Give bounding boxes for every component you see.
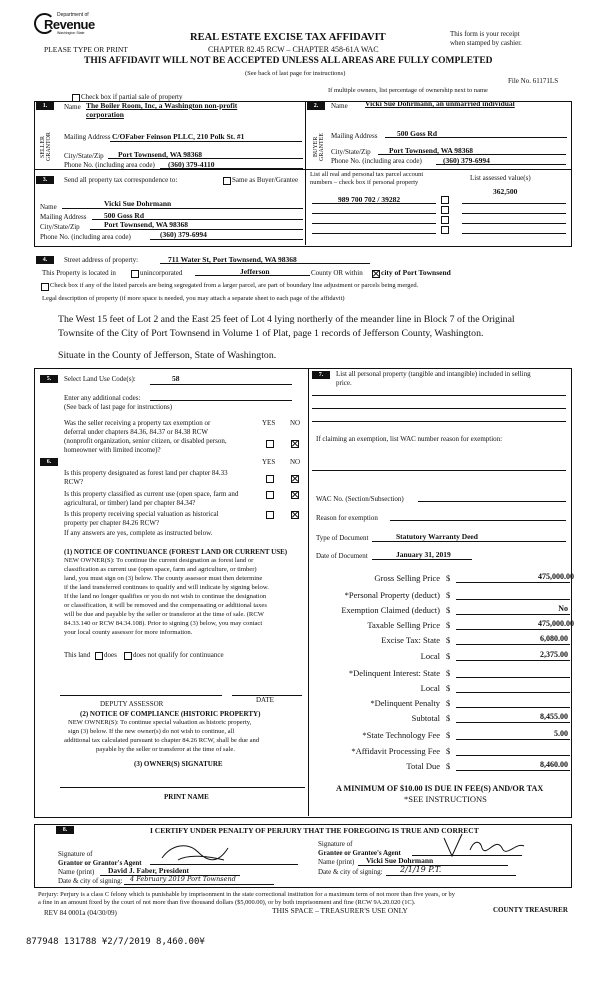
buyer-phone[interactable]: (360) 379-6994 [443,156,490,165]
section-8-badge: 8. [56,826,74,834]
grantor-agent-label: Grantor or Grantor's Agent [58,859,142,867]
fin-label: Excise Tax: State [381,635,440,645]
section-1-badge: 1. [36,102,54,110]
forest-yes-checkbox[interactable] [266,475,274,483]
fin-label: Taxable Selling Price [367,620,440,630]
grantor-date-city[interactable]: 4 February 2019 Port Townsend [130,875,236,883]
yes-answer-note: If any answers are yes, complete as instructed below. [64,529,213,537]
continuance-text-9: your local county assessor for more information. [64,629,193,636]
receipt-note-2: when stamped by cashier. [450,39,522,47]
fin-label: *Personal Property (deduct) [344,590,440,600]
see-back-note: (See back of last page for instructions) [245,70,346,77]
fin-label: Gross Selling Price [374,573,440,583]
forest-land-question-2: RCW? [64,478,84,486]
land-use-label: Select Land Use Code(s): [64,375,136,383]
buyer-name-label: Name [331,102,348,110]
additional-codes-label: Enter any additional codes: [64,394,141,402]
exemption-question-2: deferral under chapters 84.36, 84.37 or 84.38 RCW [64,428,209,436]
buyer-mailing[interactable]: 500 Goss Rd [397,129,438,138]
grantee-signature[interactable] [440,830,530,864]
s6-no: NO [290,458,301,466]
current-use-question: Is this property classified as current use (open space, farm and [64,490,239,498]
county-suffix: County OR within [311,269,363,277]
parcel-personal-checkbox[interactable] [441,196,449,204]
deputy-assessor-label: DEPUTY ASSESSOR [100,700,164,708]
continuance-text-4: if the land transferred continues to qualify and will indicate by signing below. [64,584,269,591]
does-not-label: does not qualify for continuance [133,651,224,659]
currency-symbol: $ [446,683,451,693]
section-6-badge: 6. [40,458,58,466]
section-7-badge: 7. [312,371,330,379]
compliance-title: (2) NOTICE OF COMPLIANCE (HISTORIC PROPERTY) [80,710,261,718]
logo-state: Washington State [57,31,85,35]
same-as-buyer-checkbox[interactable] [223,177,231,185]
fin-value[interactable]: No [558,604,568,613]
wac-label: WAC No. (Section/Subsection) [316,495,404,503]
fin-label: Exemption Claimed (deduct) [341,605,440,615]
land-qualify-prefix: This land [64,651,91,659]
currency-symbol: $ [446,635,451,645]
assessed-header: List assessed value(s) [470,174,531,182]
sec3-name[interactable]: Vicki Sue Dohrmann [104,199,172,208]
grantee-agent-label: Grantee or Grantee's Agent [318,849,401,857]
buyer-side-label: BUYER GRANTEE [313,133,325,161]
sec3-phone[interactable]: (360) 379-6994 [160,230,207,239]
county-name[interactable]: Jefferson [240,267,270,276]
currency-symbol: $ [446,668,451,678]
fin-value[interactable]: 6,080.00 [540,634,568,643]
continuance-text-2: classification as current use (open space, farm and agriculture, or timber) [64,566,257,573]
currency-symbol: $ [446,590,451,600]
parcel-number[interactable]: 989 700 702 / 39282 [338,195,401,204]
doc-type[interactable]: Statutory Warranty Deed [396,532,478,541]
buyer-city[interactable]: Port Townsend, WA 98368 [389,146,474,155]
does-not-qualify-checkbox[interactable] [124,652,132,660]
buyer-name[interactable]: Vicki Sue Dohrmann, an unmarried individual [365,99,515,108]
segregated-checkbox[interactable] [41,283,49,291]
seller-name-cont[interactable]: corporation [86,110,124,119]
treasurer-use-label: THIS SPACE – TREASURER'S USE ONLY [272,906,408,915]
seller-phone-label: Phone No. (including area code) [64,161,155,169]
grantee-sig-label: Signature of [318,840,353,848]
grantor-print-name[interactable]: David J. Faber, President [108,866,190,875]
seller-mailing-label: Mailing Address [64,133,111,141]
exemption-no-checkbox[interactable] [291,440,299,448]
doc-date[interactable]: January 31, 2019 [396,550,451,559]
sec3-phone-label: Phone No. (including area code) [40,233,131,241]
currency-symbol: $ [446,698,451,708]
form-chapter: CHAPTER 82.45 RCW – CHAPTER 458-61A WAC [208,45,379,54]
continuance-text-5: If the land no longer qualifies or you do not wish to continue the designation [64,593,267,600]
sec3-city-label: City/State/Zip [40,223,80,231]
seller-city-label: City/State/Zip [64,152,104,160]
receipt-note: This form is your receipt [450,30,520,38]
section-2-badge: 2. [307,102,325,110]
please-type: PLEASE TYPE OR PRINT [44,45,128,54]
segregated-label: Check box if any of the listed parcels are being segregated from a larger parcel, are part of boundary line adjustment or parcels being merged. [50,282,419,289]
within-city-checkbox[interactable] [372,270,380,278]
fin-label: *Delinquent Interest: State [348,668,440,678]
date-label: DATE [256,696,274,704]
fin-label: Local [420,683,440,693]
continuance-text-8: 84.33.140 or RCW 84.34.108). Prior to signing (3) below, you may contact [64,620,263,627]
form-warning: THIS AFFIDAVIT WILL NOT BE ACCEPTED UNLESS ALL AREAS ARE FULLY COMPLETED [84,56,493,66]
fin-value[interactable]: 2,375.00 [540,650,568,659]
send-correspondence-label: Send all property tax correspondence to: [64,176,178,184]
grantor-date-label: Date & city of signing: [58,877,123,885]
buyer-phone-label: Phone No. (including area code) [331,157,422,165]
seller-city[interactable]: Port Townsend, WA 98368 [118,150,203,159]
continuance-title: (1) NOTICE OF CONTINUANCE (FOREST LAND OR CURRENT USE) [64,548,288,556]
unincorporated-label: unincorporated [140,269,183,277]
exemption-yes-checkbox[interactable] [266,440,274,448]
historic-yes-checkbox[interactable] [266,511,274,519]
parcel-header-2: numbers – check box if personal property [310,179,419,186]
does-qualify-checkbox[interactable] [95,652,103,660]
perjury-notice-2: a fine in an amount fixed by the court of not more than five thousand dollars ($5,000.00), or by both imprisonment and fine (RCW 9A.20.020 (1C). [38,899,416,906]
grantee-print-name[interactable]: Vicki Sue Dohrmann [366,856,434,865]
reason-label: Reason for exemption [316,514,378,522]
buyer-city-label: City/State/Zip [331,148,371,156]
s5-no: NO [290,419,301,427]
fin-label: *State Technology Fee [362,730,440,740]
land-use-code[interactable]: 58 [172,374,180,383]
county-treasurer-label: COUNTY TREASURER [493,906,568,914]
seller-mailing[interactable]: C/OFaber Feinson PLLC, 210 Polk St. #1 [112,132,245,141]
unincorporated-checkbox[interactable] [131,270,139,278]
currency-symbol: $ [446,746,451,756]
parcel-checkbox-3[interactable] [441,216,449,224]
current-use-yes-checkbox[interactable] [266,491,274,499]
grantee-print-label: Name (print) [318,858,355,866]
continuance-text-7: will be due and payable by the seller or transferor at the time of sale. (RCW [64,611,264,618]
certify-statement: I CERTIFY UNDER PENALTY OF PERJURY THAT THE FOREGOING IS TRUE AND CORRECT [150,826,479,835]
currency-symbol: $ [446,573,451,583]
s5-yes: YES [262,419,276,427]
see-instructions: *SEE INSTRUCTIONS [404,794,487,804]
exemption-question-3: (nonprofit organization, senior citizen, or disabled person, [64,437,227,445]
fin-label: Local [420,651,440,661]
print-name-label: PRINT NAME [164,793,209,801]
currency-symbol: $ [446,730,451,740]
perjury-notice: Perjury: Perjury is a class C felony which is punishable by imprisonment in the state correctional institution for a maximum term of not more than five years, or by [38,891,455,898]
cashier-receipt-stamp: 877948 131788 ¥2/7/2019 8,460.00¥ [26,937,205,947]
currency-symbol: $ [446,620,451,630]
historic-no-checkbox[interactable] [291,511,299,519]
sec3-city[interactable]: Port Townsend, WA 98368 [104,220,189,229]
exemption-question: Was the seller receiving a property tax exemption or [64,419,211,427]
multiple-owners-note: If multiple owners, list percentage of ownership next to name [328,87,488,94]
compliance-text-3: additional tax calculated pursuant to chapter 84.26 RCW, shall be due and [64,737,260,744]
fin-value[interactable]: 8,460.00 [540,760,568,769]
form-revision: REV 84 0001a (04/30/09) [44,909,117,917]
grantee-date-label: Date & city of signing: [318,868,383,876]
currency-symbol: $ [446,713,451,723]
doc-type-label: Type of Document [316,534,369,542]
parcel-header: List all real and personal tax parcel account [310,171,424,178]
minimum-due-notice: A MINIMUM OF $10.00 IS DUE IN FEE(S) AND/OR TAX [336,784,544,793]
file-number: File No. 61171LS [508,77,559,85]
fin-label: Subtotal [411,713,440,723]
parcel-checkbox-2[interactable] [441,206,449,214]
located-prefix: This Property is located in [42,269,116,277]
section-3-badge: 3. [36,176,54,184]
continuance-text-6: or classification, it will be removed and the compensating or additional taxes [64,602,267,609]
grantor-signature[interactable] [158,838,238,868]
additional-codes-note: (See back of last page for instructions) [64,403,173,411]
currency-symbol: $ [446,761,451,771]
currency-symbol: $ [446,651,451,661]
s6-yes: YES [262,458,276,466]
seller-side-label: SELLER GRANTOR [40,132,52,162]
buyer-mailing-label: Mailing Address [331,132,378,140]
partial-sale-label: Check box if partial sale of property [81,93,183,101]
claim-exemption-label: If claiming an exemption, list WAC number reason for exemption: [316,435,503,443]
fin-value[interactable]: 5.00 [554,729,568,738]
current-use-no-checkbox[interactable] [291,491,299,499]
form-title: REAL ESTATE EXCISE TAX AFFIDAVIT [190,32,386,43]
currency-symbol: $ [446,605,451,615]
seller-phone[interactable]: (360) 379-4110 [168,160,215,169]
does-label: does [104,651,117,659]
grantor-sig-label: Signature of [58,850,93,858]
owner-signature-label: (3) OWNER(S) SIGNATURE [134,760,223,768]
fin-label: Total Due [406,761,440,771]
exemption-question-4: homeowner with limited income)? [64,446,161,454]
current-use-question-2: agricultural, or timber) land per chapter 84.34? [64,499,196,507]
section-5-badge: 5. [40,375,58,383]
sec3-mailing[interactable]: 500 Goss Rd [104,211,145,220]
grantor-print-label: Name (print) [58,868,95,876]
forest-no-checkbox[interactable] [291,475,299,483]
fin-label: *Delinquent Penalty [370,698,440,708]
fin-value[interactable]: 8,455.00 [540,712,568,721]
street-address[interactable]: 711 Water St, Port Townsend, WA 98368 [168,255,297,264]
seller-name-label: Name [64,103,81,111]
logo-word: Revenue [44,17,95,32]
fin-value[interactable]: 475,000.00 [538,619,574,628]
continuance-text-3: land, you must sign on (3) below. The county assessor must then determine [64,575,263,582]
assessed-value[interactable]: 362,500 [493,187,518,196]
parcel-checkbox-4[interactable] [441,226,449,234]
compliance-text-4: payable by the seller or transferor at the time of sale. [96,746,235,753]
fin-label: *Affidavit Processing Fee [351,746,440,756]
seller-name[interactable]: The Boiler Room, Inc, a Washington non-profit [86,101,238,110]
doc-date-label: Date of Document [316,552,368,560]
legal-description-label: Legal description of property (if more space is needed, you may attach a separate sheet to each page of the affidavit) [42,295,345,302]
sec3-mailing-label: Mailing Address [40,213,87,221]
legal-description-3[interactable]: Situate in the County of Jefferson, State of Washington. [58,350,277,361]
fin-value[interactable]: 475,000.00 [538,572,574,581]
sec3-name-label: Name [40,203,57,211]
legal-description-2[interactable]: Townsite of the City of Port Townsend in Volume 1 of Plat, page 1 records of Jefferson County, Washington. [58,328,484,339]
personal-property-label: List all personal property (tangible and intangible) included in selling [336,370,531,378]
legal-description-1[interactable]: The West 15 feet of Lot 2 and the East 25 feet of Lot 4 lying northerly of the meander line in Block 7 of the Original [58,314,515,325]
grantee-date-city[interactable]: 2/1/19 P.T. [400,865,442,874]
same-as-buyer-label: Same as Buyer/Grantee [232,176,299,184]
continuance-text: NEW OWNER(S): To continue the current designation as forest land or [64,557,254,564]
personal-property-label-2: price. [336,379,352,387]
street-label: Street address of property: [64,256,139,264]
city-of-label: city of Port Townsend [381,268,451,277]
compliance-text: NEW OWNER(S): To continue special valuation as historic property, [68,719,252,726]
forest-land-question: Is this property designated as forest land per chapter 84.33 [64,469,228,477]
historic-question-2: property per chapter 84.26 RCW? [64,519,160,527]
logo-dept-line: Department of [57,12,89,18]
historic-question: Is this property receiving special valuation as historical [64,510,219,518]
section-4-badge: 4. [36,256,54,264]
compliance-text-2: sign (3) below. If the new owner(s) do not wish to continue, all [68,728,235,735]
